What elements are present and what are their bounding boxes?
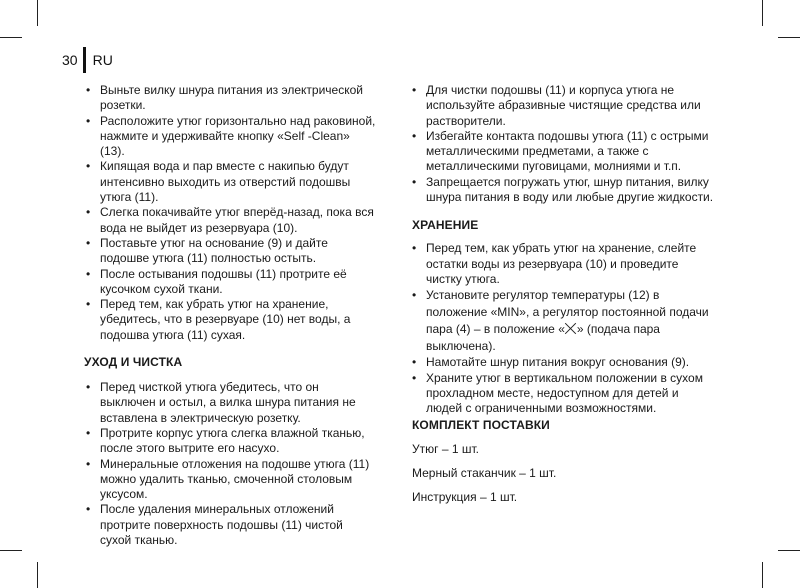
storage-heading: ХРАНЕНИЕ (412, 218, 479, 233)
list-item: • Перед чисткой утюга убедитесь, что он выключен и остыл, а вилка шнура питания не вставлена в электрическую розетку. (86, 380, 376, 426)
cleaning-list (412, 83, 714, 205)
list-item: • Поставьте утюг на основание (9) и дайте подошве утюга (11) полностью остыть. (86, 236, 376, 267)
kit-item: Утюг – 1 шт. (412, 442, 479, 457)
list-item: • После остывания подошвы (11) протрите её кусочком сухой ткани. (86, 267, 376, 298)
list-item: • Выньте вилку шнура питания из электрической розетки. (86, 83, 376, 114)
list-item: • Запрещается погружать утюг, шнур питания, вилку шнура питания в воду или любые другие жидкости. (412, 175, 714, 206)
self-clean-list (86, 83, 376, 343)
kit-heading: КОМПЛЕКТ ПОСТАВКИ (412, 418, 550, 433)
care-list (86, 380, 376, 548)
list-item: • Протрите корпус утюга слегка влажной тканью, после этого вытрите его насухо. (86, 426, 376, 457)
list-item-text: » (подача пара выключена). (426, 322, 660, 354)
list-item: • Намотайте шнур питания вокруг основания (9). (412, 355, 714, 370)
list-item: • Минеральные отложения на подошве утюга (11) можно удалить тканью, смоченной столовым уксусом. (86, 457, 376, 503)
list-item-text: Установите регулятор температуры (12) в положение «MIN», а регулятор постоянной подачи пара (4) – в положение « (426, 288, 709, 337)
list-item: • Расположите утюг горизонтально над раковиной, нажмите и удерживайте кнопку «Self -Clean» (13). (86, 114, 376, 160)
right-column (412, 83, 714, 514)
list-item: • Храните утюг в вертикальном положении в сухом прохладном месте, недоступном для детей и людей с ограниченными возможностями. (412, 371, 714, 417)
storage-list (412, 241, 714, 416)
list-item: • Слегка покачивайте утюг вперёд-назад, пока вся вода не выйдет из резервуара (10). (86, 205, 376, 236)
list-item (412, 287, 714, 355)
care-heading: УХОД И ЧИСТКА (84, 355, 183, 370)
crop-mark (762, 0, 763, 26)
crop-mark (37, 0, 38, 26)
crop-mark (778, 37, 800, 38)
header-divider (83, 47, 86, 73)
left-column (86, 83, 376, 548)
crop-mark (0, 37, 22, 38)
kit-item: Инструкция – 1 шт. (412, 490, 518, 505)
steam-off-icon (565, 324, 577, 334)
list-item: • Кипящая вода и пар вместе с накипью будут интенсивно выходить из отверстий подошвы утюга (11). (86, 159, 376, 205)
list-item: • Избегайте контакта подошвы утюга (11) с острыми металлическими предметами, а также с металлическими пуговицами, молниями и т.п. (412, 129, 714, 175)
page-number: 30 (62, 52, 78, 68)
page-header (62, 46, 113, 74)
list-item: • Перед тем, как убрать утюг на хранение, убедитесь, что в резервуаре (10) нет воды, а подошва утюга (11) сухая. (86, 297, 376, 343)
list-item: • Для чистки подошвы (11) и корпуса утюга не используйте абразивные чистящие средства или растворители. (412, 83, 714, 129)
list-item: • Перед тем, как убрать утюг на хранение, слейте остатки воды из резервуара (10) и проведите чистку утюга. (412, 241, 714, 287)
crop-mark (778, 550, 800, 551)
kit-item: Мерный стаканчик – 1 шт. (412, 466, 557, 481)
crop-mark (762, 562, 763, 588)
crop-mark (37, 562, 38, 588)
list-item: • После удаления минеральных отложений протрите поверхность подошвы (11) чистой сухой тканью. (86, 502, 376, 548)
crop-mark (0, 550, 22, 551)
language-label: RU (92, 52, 113, 68)
